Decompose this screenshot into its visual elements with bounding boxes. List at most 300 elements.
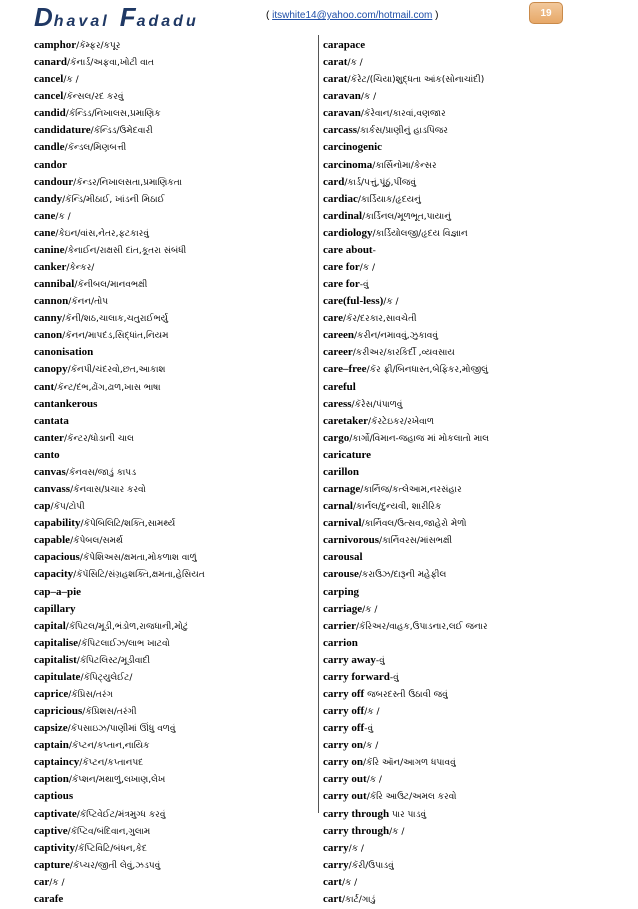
entry-word: cart — [323, 892, 342, 905]
entry-definition: /ક / — [360, 92, 377, 103]
author-name — [34, 2, 209, 33]
right-dictionary-entry — [323, 139, 613, 156]
entry-definition: /કૅરિ આઉટ/અમલ કરવો — [366, 792, 457, 803]
entry-definition: /કૅનન/તોપ — [68, 297, 109, 308]
entry-definition: /ક / — [347, 58, 363, 69]
right-dictionary-entry — [323, 737, 613, 754]
entry-definition: /કાર્નલ/દુન્યવી, શારીરિક — [352, 502, 442, 513]
right-dictionary-entry — [323, 771, 613, 788]
entry-definition: /કાર્ગો/વિમાન-જહાજ માં મોકલાતો માલ — [349, 433, 490, 444]
entry-word: cane — [34, 226, 56, 239]
left-dictionary-entry — [34, 857, 324, 874]
entry-word: captain — [34, 739, 69, 752]
left-dictionary-entry — [34, 361, 324, 378]
entry-definition: /કૅન્ડિડ/નિખાલસ,પ્રમાણિક — [65, 109, 161, 120]
left-dictionary-entry — [34, 447, 324, 464]
entry-definition: -વું — [359, 280, 369, 291]
left-dictionary-entry — [34, 105, 324, 122]
right-dictionary-entry — [323, 823, 613, 840]
entry-definition: /કૅનન/માપદંડ,સિદ્ધાંત,નિયમ — [62, 331, 169, 342]
entry-definition: /કૅપ/ટોપી — [50, 502, 85, 513]
entry-word: caravan — [323, 90, 361, 103]
left-dictionary-entry — [34, 413, 324, 430]
left-dictionary-entry — [34, 208, 324, 225]
entry-definition: /કાર્નિવલ/ઉત્સવ,જાહેરો મેળો — [361, 519, 467, 530]
entry-definition: /કૅનીબલ/માનવભક્ષી — [74, 280, 148, 291]
entry-definition: /કૅની/શઠ,ચાલાક,ચતુરાઈભર્યુ — [62, 314, 169, 325]
left-dictionary-entry — [34, 737, 324, 754]
entry-word: careen — [323, 329, 354, 342]
entry-definition: /કૅમ્ફર/કપૂર — [76, 41, 121, 51]
entry-word: card — [323, 175, 345, 188]
entry-definition: /કૅપ્ટિવેઈટ/મંત્રમુગ્ધ કરવું — [76, 809, 166, 820]
left-dictionary-entry — [34, 720, 324, 737]
entry-definition: /કૅરેટ/(ચિયા)શુદ્ધતા આંક(સોનાચાંદી) — [347, 75, 485, 86]
right-dictionary-entry — [323, 310, 613, 327]
entry-definition: /કૅપ્શન/મથાળું,લખાણ,લેખ — [68, 775, 166, 786]
entry-word: carcinogenic — [323, 141, 383, 154]
brand-first-initial: D — [34, 2, 54, 32]
left-dictionary-entry — [34, 618, 324, 635]
right-dictionary-entry — [323, 566, 613, 583]
entry-definition: /કૅન્ડર/નિખાલસતા,પ્રમાણિકતા — [73, 177, 182, 188]
right-dictionary-entry — [323, 618, 613, 635]
entry-word: care(ful-less) — [323, 295, 384, 308]
entry-definition: /ક / — [55, 211, 71, 222]
entry-definition: /ક / — [383, 297, 399, 308]
entry-word: canvass — [34, 483, 71, 496]
entry-definition: /કૅનાર્ડ/અફવા,ખોટી વાત — [67, 58, 154, 69]
entry-word: cart — [323, 875, 342, 888]
right-dictionary-entry — [323, 430, 613, 447]
entry-definition: /કૅપ્રિસ/તરંગ — [68, 689, 113, 700]
left-dictionary-entry — [34, 515, 324, 532]
entry-word: cardinal — [323, 209, 363, 222]
entry-word: carry — [323, 858, 349, 871]
right-dictionary-entry — [323, 601, 613, 618]
right-dictionary-entry — [323, 208, 613, 225]
entry-word: carouse — [323, 568, 359, 581]
entry-definition: /કૅરિઅર/વાહક,ઉપાડનાર,લઈ જનાર — [355, 621, 488, 632]
entry-word: capricious — [34, 705, 83, 718]
entry-word: carapace — [323, 39, 366, 51]
entry-word: canker — [34, 261, 67, 274]
left-dictionary-entry — [34, 874, 324, 891]
entry-word: capillary — [34, 602, 76, 615]
page-number-badge — [529, 2, 563, 24]
right-dictionary-entry — [323, 635, 613, 652]
left-dictionary-entry — [34, 157, 324, 174]
left-dictionary-entry — [34, 601, 324, 618]
left-dictionary-entry — [34, 481, 324, 498]
right-dictionary-entry — [323, 669, 613, 686]
entry-definition: /કૅરટેઇકર/રખેવાળ — [368, 416, 434, 427]
right-dictionary-entry — [323, 703, 613, 720]
entry-word: cannon — [34, 295, 69, 308]
entry-word: carcass — [323, 124, 358, 137]
entry-definition: /કૅપ્ટિવ/બંદિવાન,ગુલામ — [67, 826, 151, 837]
right-dictionary-entry — [323, 361, 613, 378]
entry-word: capture — [34, 858, 70, 871]
entry-definition: /કાર્ડિનલ/મૂળભૂત,પાયાનું — [362, 211, 451, 222]
entry-definition: /ક / — [362, 604, 378, 615]
entry-word: capsize — [34, 722, 68, 735]
entry-word: carriage — [323, 602, 363, 615]
right-dictionary-entry — [323, 54, 613, 71]
entry-definition: /કૅરી/ઉપાડવું — [348, 860, 394, 871]
entry-word: caretaker — [323, 414, 368, 427]
entry-definition: -વું — [375, 655, 385, 666]
right-dictionary-entry — [323, 327, 613, 344]
left-dictionary-entry — [34, 71, 324, 88]
entry-word: cancel — [34, 73, 64, 86]
left-dictionary-entry — [34, 242, 324, 259]
entry-definition: /કાર્કસ/પ્રાણીનું હાડપિંજર — [357, 126, 448, 137]
page-number: 19 — [540, 7, 552, 19]
entry-word: care for — [323, 278, 360, 291]
right-dictionary-entry — [323, 396, 613, 413]
entry-word: captivity — [34, 841, 75, 854]
left-dictionary-entry — [34, 823, 324, 840]
entry-definition: /કાર્ડિયાક/હૃદયનું — [357, 194, 421, 205]
right-dictionary-entry — [323, 37, 613, 54]
entry-word: care–free — [323, 363, 367, 376]
contact-open-paren: ( — [266, 10, 273, 21]
entry-definition: /કરાઉઝ/દારૂની મહેફીલ — [358, 570, 447, 581]
brand-first-rest: haval — [53, 13, 110, 30]
right-dictionary-entry — [323, 686, 613, 703]
entry-definition: /ક / — [359, 263, 376, 274]
entry-word: capability — [34, 517, 81, 530]
entry-word: care about — [323, 243, 373, 256]
right-dictionary-entry — [323, 464, 613, 481]
right-dictionary-entry — [323, 174, 613, 191]
left-dictionary-entry — [34, 191, 324, 208]
left-dictionary-entry — [34, 635, 324, 652]
entry-word: cannibal — [34, 278, 75, 291]
entry-word: captious — [34, 790, 74, 803]
entry-word: cane — [34, 209, 56, 222]
right-dictionary-entry — [323, 379, 613, 396]
entry-word: carrion — [323, 636, 358, 649]
right-dictionary-entry — [323, 105, 613, 122]
entry-word: camphor — [34, 39, 77, 51]
entry-word: carry out — [323, 790, 367, 803]
entry-definition: /ક / — [49, 877, 65, 888]
entry-definition: /કૅપેબિલિટિ/શક્તિ,સામર્થ્ય — [80, 519, 176, 530]
entry-word: cantankerous — [34, 397, 98, 410]
right-dictionary-entry — [323, 754, 613, 771]
entry-definition: /કાર્સિનોમા/કેન્સર — [372, 160, 437, 171]
entry-word: carnage — [323, 483, 361, 496]
left-dictionary-entry — [34, 344, 324, 361]
left-dictionary-entry — [34, 549, 324, 566]
left-dictionary-entry — [34, 37, 324, 54]
right-dictionary-entry — [323, 157, 613, 174]
right-dictionary-entry — [323, 857, 613, 874]
right-dictionary-entry — [323, 276, 613, 293]
entry-definition: /કૅન્ટર/ધોડાની ચાલ — [63, 433, 134, 444]
right-dictionary-entry — [323, 652, 613, 669]
entry-word: carry away — [323, 653, 376, 666]
entry-definition: /કૅપ્રિશસ/તરંગી — [82, 707, 137, 718]
left-dictionary-entry — [34, 259, 324, 276]
entry-definition: /ક / — [63, 75, 79, 86]
entry-word: caption — [34, 773, 69, 786]
entry-definition: /કૅપિટલ/મૂડી,ભંડોળ,રાજધાની,મોટું — [65, 621, 189, 632]
entry-word: canopy — [34, 363, 68, 376]
left-dictionary-entry — [34, 806, 324, 823]
entry-definition: /કૅનપી/ચંદરવો,છત,આકાશ — [67, 365, 166, 376]
left-dictionary-entry — [34, 498, 324, 515]
entry-word: carillon — [323, 465, 360, 478]
entry-word: canon — [34, 329, 63, 342]
entry-word: carnivorous — [323, 534, 380, 547]
right-dictionary-entry — [323, 720, 613, 737]
left-dictionary-entry — [34, 754, 324, 771]
left-dictionary-entry — [34, 139, 324, 156]
entry-word: candy — [34, 192, 63, 205]
left-dictionary-entry — [34, 532, 324, 549]
right-dictionary-entry — [323, 840, 613, 857]
entry-word: caravan — [323, 107, 361, 120]
right-dictionary-entry — [323, 806, 613, 823]
entry-definition: /કાર્ડ/પત્તું,પૂંઠું,પીંજવું — [344, 177, 417, 188]
entry-word: captaincy — [34, 756, 80, 769]
entry-word: carry on — [323, 739, 364, 752]
right-dictionary-entry — [323, 584, 613, 601]
entry-definition: /કૅન્ડિ/મીઠાઈ, ખાંડની મિઠાઈ — [62, 194, 165, 205]
left-dictionary-entry — [34, 396, 324, 413]
entry-definition: /કૅનવાસ/પ્રચાર કરવો — [70, 485, 146, 496]
entry-definition: /ક / — [364, 707, 380, 718]
entry-word: caprice — [34, 687, 69, 700]
entry-word: career — [323, 346, 353, 359]
entry-word: candor — [34, 158, 67, 171]
entry-word: cardiac — [323, 192, 358, 205]
entry-definition: /ક / — [341, 877, 358, 888]
entry-word: candidature — [34, 124, 91, 137]
entry-word: caress — [323, 397, 352, 410]
entry-definition: /કૅપ્ટન/કપ્તાનપદ — [79, 758, 144, 769]
left-dictionary-entry — [34, 771, 324, 788]
entry-word: carry off — [323, 705, 365, 718]
brand-second-rest: adadu — [136, 13, 199, 30]
left-dictionary-entry — [34, 840, 324, 857]
entry-word: canto — [34, 448, 60, 461]
left-dictionary-entry — [34, 310, 324, 327]
entry-word: carry off — [323, 687, 365, 700]
entry-word: carry out — [323, 773, 367, 786]
entry-definition: પાર પાડવું — [389, 809, 427, 820]
left-dictionary-entry — [34, 652, 324, 669]
entry-definition: /કૅપૅસિટિ/સંગ્રહશક્તિ,ક્ષમતા,હેસિયત — [73, 570, 205, 581]
entry-definition: /કેઇન/વાંસ,નેતર,ફટકારવું — [55, 228, 149, 239]
right-dictionary-entry — [323, 71, 613, 88]
entry-word: capacious — [34, 551, 80, 564]
right-dictionary-entry — [323, 191, 613, 208]
entry-definition: /કૅનવસ/જાડું કાપડ — [65, 467, 137, 478]
entry-word: cap — [34, 500, 51, 513]
entry-definition: /કૅર ફ્રી/બિનધાસ્ત,બેફિકર,મોજીલું — [366, 365, 488, 376]
entry-definition: /કૅપિટલાઈઝ/લાભ ખાટવો — [78, 638, 170, 649]
entry-definition: /કૅપિટ્યુલેઈટ/ — [80, 672, 133, 683]
entry-definition: /ક / — [348, 843, 364, 854]
entry-word: carry forward — [323, 670, 390, 683]
entry-word: cancel — [34, 90, 64, 103]
brand-second-initial: F — [119, 2, 137, 32]
right-dictionary-entry — [323, 344, 613, 361]
right-dictionary-entry — [323, 788, 613, 805]
contact-email-link[interactable]: itswhite14@yahoo.com/hotmail.com — [272, 10, 433, 21]
entry-word: car — [34, 875, 50, 888]
right-dictionary-entry — [323, 225, 613, 242]
entry-definition: /કાર્નિવરસ/માંસભક્ષી — [379, 536, 453, 547]
left-dictionary-entry — [34, 703, 324, 720]
entry-definition: /કરીઅર/કારકિર્દી ,વ્યવસાય — [352, 348, 455, 359]
left-dictionary-entry — [34, 225, 324, 242]
entry-word: carrier — [323, 619, 356, 632]
entry-definition: /ક / — [389, 826, 405, 837]
left-dictionary-entry — [34, 276, 324, 293]
entry-definition: /ક / — [366, 775, 382, 786]
entry-word: carping — [323, 585, 360, 598]
left-dictionary-entry — [34, 788, 324, 805]
left-dictionary-entry — [34, 566, 324, 583]
left-dictionary-entry — [34, 327, 324, 344]
entry-definition: /કૅપેશિઅસ/ક્ષમતા,મોકળાશ વાળું — [79, 553, 197, 564]
entry-word: capitalise — [34, 636, 78, 649]
entry-word: canter — [34, 431, 64, 444]
entry-word: carry off — [323, 722, 365, 735]
entry-word: carafe — [34, 892, 64, 905]
right-dictionary-entry — [323, 874, 613, 891]
entry-word: carcinoma — [323, 158, 373, 171]
left-dictionary-entry — [34, 54, 324, 71]
left-dictionary-entry — [34, 669, 324, 686]
entry-definition: /કૅન્ડિડ/ઉમેદવારી — [90, 126, 153, 137]
left-dictionary-entry — [34, 88, 324, 105]
right-dictionary-entry — [323, 532, 613, 549]
entry-definition: -વું — [364, 724, 374, 735]
left-dictionary-entry — [34, 379, 324, 396]
entry-word: canonisation — [34, 346, 94, 359]
right-dictionary-entry — [323, 259, 613, 276]
left-dictionary-entry — [34, 293, 324, 310]
entry-word: carry through — [323, 824, 390, 837]
entry-word: captivate — [34, 807, 77, 820]
entry-definition: /કૅપ્ચર/જીતી લેવું,ઝડપવું — [69, 860, 161, 871]
entry-definition: /કૅપિટલિસ્ટ/મૂડીવાદી — [76, 655, 151, 666]
right-dictionary-entry — [323, 88, 613, 105]
entry-word: capacity — [34, 568, 74, 581]
entry-word: canard — [34, 56, 67, 69]
entry-definition: /કાર્ડિયોલજી/હૃદય વિજ્ઞાન — [372, 228, 468, 239]
entry-definition: /કૅપેબલ/સમર્થ — [70, 536, 123, 547]
entry-definition: /કૅપ્ટિવિટિ/બંધન,કેદ — [74, 843, 147, 854]
right-dictionary-entry — [323, 122, 613, 139]
left-dictionary-entry — [34, 430, 324, 447]
left-dictionary-entry — [34, 686, 324, 703]
left-dictionary-entry — [34, 584, 324, 601]
right-dictionary-entry — [323, 549, 613, 566]
entry-definition: /કેનાઈન/રાક્ષસી દાંત,કૂતરા સંબંધી — [64, 245, 187, 256]
entry-definition: /કૅન્સલ/રદ કરવું — [63, 92, 124, 103]
entry-word: carat — [323, 73, 348, 86]
contact-info — [266, 10, 438, 21]
entry-word: cant — [34, 380, 55, 393]
entry-word: care for — [323, 261, 360, 274]
right-dictionary-entry — [323, 413, 613, 430]
left-dictionary-entry — [34, 464, 324, 481]
entry-word: carnival — [323, 517, 362, 530]
entry-definition: /કૅપસાઇઝ/પાણીમાં ઊંધુ વળવું — [67, 724, 176, 735]
right-dictionary-entry — [323, 293, 613, 310]
entry-word: carry on — [323, 756, 364, 769]
entry-definition: /કૅર/દરકાર,સાવચેતી — [342, 314, 417, 325]
entry-word: candle — [34, 141, 65, 154]
entry-definition: /કેન્કર/ — [66, 263, 95, 274]
entry-definition: - — [372, 245, 376, 256]
entry-definition: /કૅરિ ઑન/આગળ ધપાવવું — [363, 758, 456, 769]
entry-definition: /કૅરેવાન/કારવાં,વણજાર — [360, 109, 446, 120]
entry-word: carry through — [323, 807, 390, 820]
entry-word: candid — [34, 107, 66, 120]
entry-definition: /ક / — [363, 741, 379, 752]
entry-word: carousal — [323, 551, 363, 564]
entry-word: canvas — [34, 465, 66, 478]
entry-word: canny — [34, 312, 63, 325]
entry-word: capitalist — [34, 653, 77, 666]
entry-definition: /કાર્ટ/ગાડું — [341, 894, 376, 905]
entry-word: captive — [34, 824, 68, 837]
right-dictionary-entry — [323, 481, 613, 498]
right-dictionary-entry — [323, 498, 613, 515]
entry-word: cargo — [323, 431, 350, 444]
entry-word: capable — [34, 534, 71, 547]
entry-word: cap–a–pie — [34, 585, 82, 598]
right-column — [323, 37, 613, 908]
entry-word: care — [323, 312, 343, 325]
contact-close-paren: ) — [432, 10, 439, 21]
entry-word: capitulate — [34, 670, 81, 683]
left-dictionary-entry — [34, 122, 324, 139]
entry-definition: /કરીન/નમાવવું,ઝુકાવવું — [353, 331, 439, 342]
entry-word: canine — [34, 243, 65, 256]
entry-word: cantata — [34, 414, 69, 427]
right-dictionary-entry — [323, 891, 613, 908]
left-dictionary-entry — [34, 174, 324, 191]
right-dictionary-entry — [323, 242, 613, 259]
entry-definition: /કૅપ્ટન/કપ્તાન,નાયિક — [68, 741, 150, 752]
right-dictionary-entry — [323, 447, 613, 464]
entry-word: cardiology — [323, 226, 373, 239]
entry-word: carnal — [323, 500, 353, 513]
left-column — [34, 37, 324, 908]
entry-definition: /કૅરેસ/પંપાળવું — [351, 399, 403, 410]
right-dictionary-entry — [323, 515, 613, 532]
entry-word: careful — [323, 380, 356, 393]
entry-definition: /કૅન્ટ/દંભ,ઢોંગ,ઢાળ,ખાસ ભાષા — [54, 382, 161, 393]
entry-definition: /કાર્નિજ/કત્લેઆમ,નરસંહાર — [360, 485, 462, 496]
entry-definition: જબરદસ્તી ઉઠાવી જવું — [364, 689, 448, 700]
left-dictionary-entry — [34, 891, 324, 908]
entry-word: carat — [323, 56, 348, 69]
entry-word: carry — [323, 841, 349, 854]
entry-word: caricature — [323, 448, 372, 461]
entry-word: capital — [34, 619, 66, 632]
entry-definition: /કૅન્ડલ/મિણબત્તી — [64, 143, 127, 154]
